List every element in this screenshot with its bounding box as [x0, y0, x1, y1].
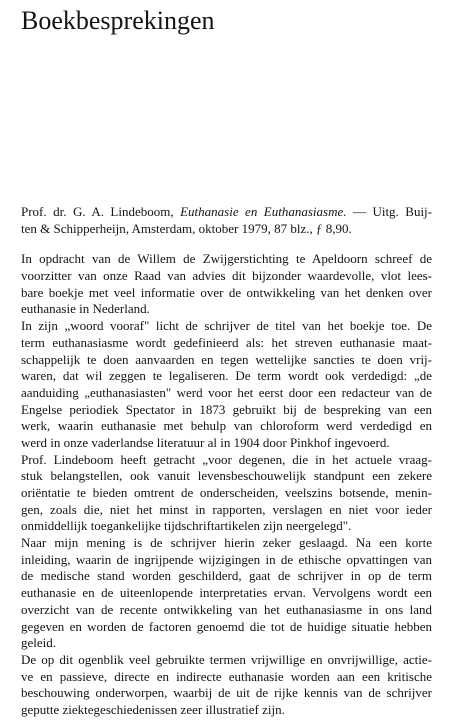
book-citation	[21, 204, 432, 237]
text-line: gegeven en worden de factoren genoemd die tot de huidige situatie hebben	[21, 618, 432, 634]
text-line: geleid.	[21, 635, 57, 651]
text-line: oriëntatie te bieden omtrent de onderscheiden, veelszins botsende, menin-	[21, 485, 432, 500]
text-line: inleiding, waarin de ingrijpende wijzigingen in de ethische opvattingen van	[21, 551, 432, 567]
citation-details: ten & Schipperheijn, Amsterdam, oktober 1979, 87 blz., ƒ 8,90.	[21, 220, 352, 236]
text-line: aanduiding „euthanasiasten" werd voor het eerst door een redacteur van de	[21, 384, 432, 400]
citation-author: Prof. dr. G. A. Lindeboom,	[21, 204, 181, 219]
spacer	[21, 237, 432, 251]
text-line: term euthanasiasme wordt gedefinieerd als: het streven euthanasie maat-	[21, 334, 432, 350]
paragraph	[21, 535, 432, 652]
text-line: waren, dat wil zeggen te legaliseren. De term wordt ook verdedigd: „de	[21, 368, 432, 384]
text-line: euthanasie in Nederland.	[21, 301, 150, 317]
text-line: voorzitter van onze Raad van advies dit bijzonder waardevolle, vlot lees-	[21, 268, 432, 284]
text-line: stuk belangstellen, ook vanuit levensbeschouwelijk standpunt een zekere	[21, 468, 432, 484]
citation-publisher: — Uitg. Buij-	[346, 204, 432, 219]
text-line: schappelijk te doen aanvaarden en tegen wettelijke sancties te doen vrij-	[21, 351, 432, 367]
text-line: overzicht van de recente ontwikkeling van het euthanasiasme in ons land	[21, 601, 432, 617]
text-line: euthanasie en de uiteenlopende interpretaties ervan. Vervolgens wordt een	[21, 585, 432, 601]
text-line: De op dit ogenblik veel gebruikte termen vrijwillige en onvrijwillige, actie-	[21, 651, 432, 667]
text-line: werd in onze vaderlandse literatuur al in 1904 door Pinkhof ingevoerd.	[21, 434, 390, 450]
citation-line-2	[21, 221, 432, 238]
text-line: Engelse periodiek Spectator in 1873 gebruikt bij de bespreking van een	[21, 401, 432, 417]
text-line: Prof. Lindeboom heeft getracht „voor degenen, die in het actuele vraag-	[21, 451, 432, 467]
paragraph	[21, 452, 432, 535]
text-line: gen, zoals die, niet het minst in rapporten, verslagen en niet voor ieder	[21, 501, 432, 517]
text-line: In opdracht van de Willem de Zwijgerstichting te Apeldoorn schreef de	[21, 251, 432, 267]
citation-book-title: Euthanasie en Euthanasiasme.	[180, 204, 347, 219]
text-line: onmiddellijk toegankelijke tijdschriftartikelen zijn neergelegd".	[21, 518, 352, 534]
text-line: werk, waarin euthanasie met behulp van chloroform werd verdedigd en	[21, 418, 432, 434]
paragraph	[21, 318, 432, 452]
text-line: geputte ziektegeschiedenissen zeer illustratief zijn.	[21, 701, 285, 717]
text-line: de medische stand worden geschilderd, gaat de schrijver in op de term	[21, 568, 432, 584]
review-body	[21, 251, 432, 718]
text-line: ve en passieve, directe en indirecte euthanasie worden aan een kritische	[21, 668, 432, 684]
text-line: bare boekje met veel informatie over de ontwikkeling van het denken over	[21, 284, 432, 300]
citation-line-1	[21, 204, 432, 221]
section-title: Boekbesprekingen	[21, 6, 215, 35]
paragraph	[21, 652, 432, 719]
book-review	[21, 204, 432, 719]
text-line: Naar mijn mening is de schrijver hierin zeker geslaagd. Na een korte	[21, 535, 432, 551]
paragraph	[21, 251, 432, 318]
text-line: beschouwing onderworpen, waarbij de uit de rijke kennis van de schrijver	[21, 685, 432, 701]
text-line: In zijn „woord vooraf" licht de schrijver de titel van het boekje toe. De	[21, 318, 432, 334]
